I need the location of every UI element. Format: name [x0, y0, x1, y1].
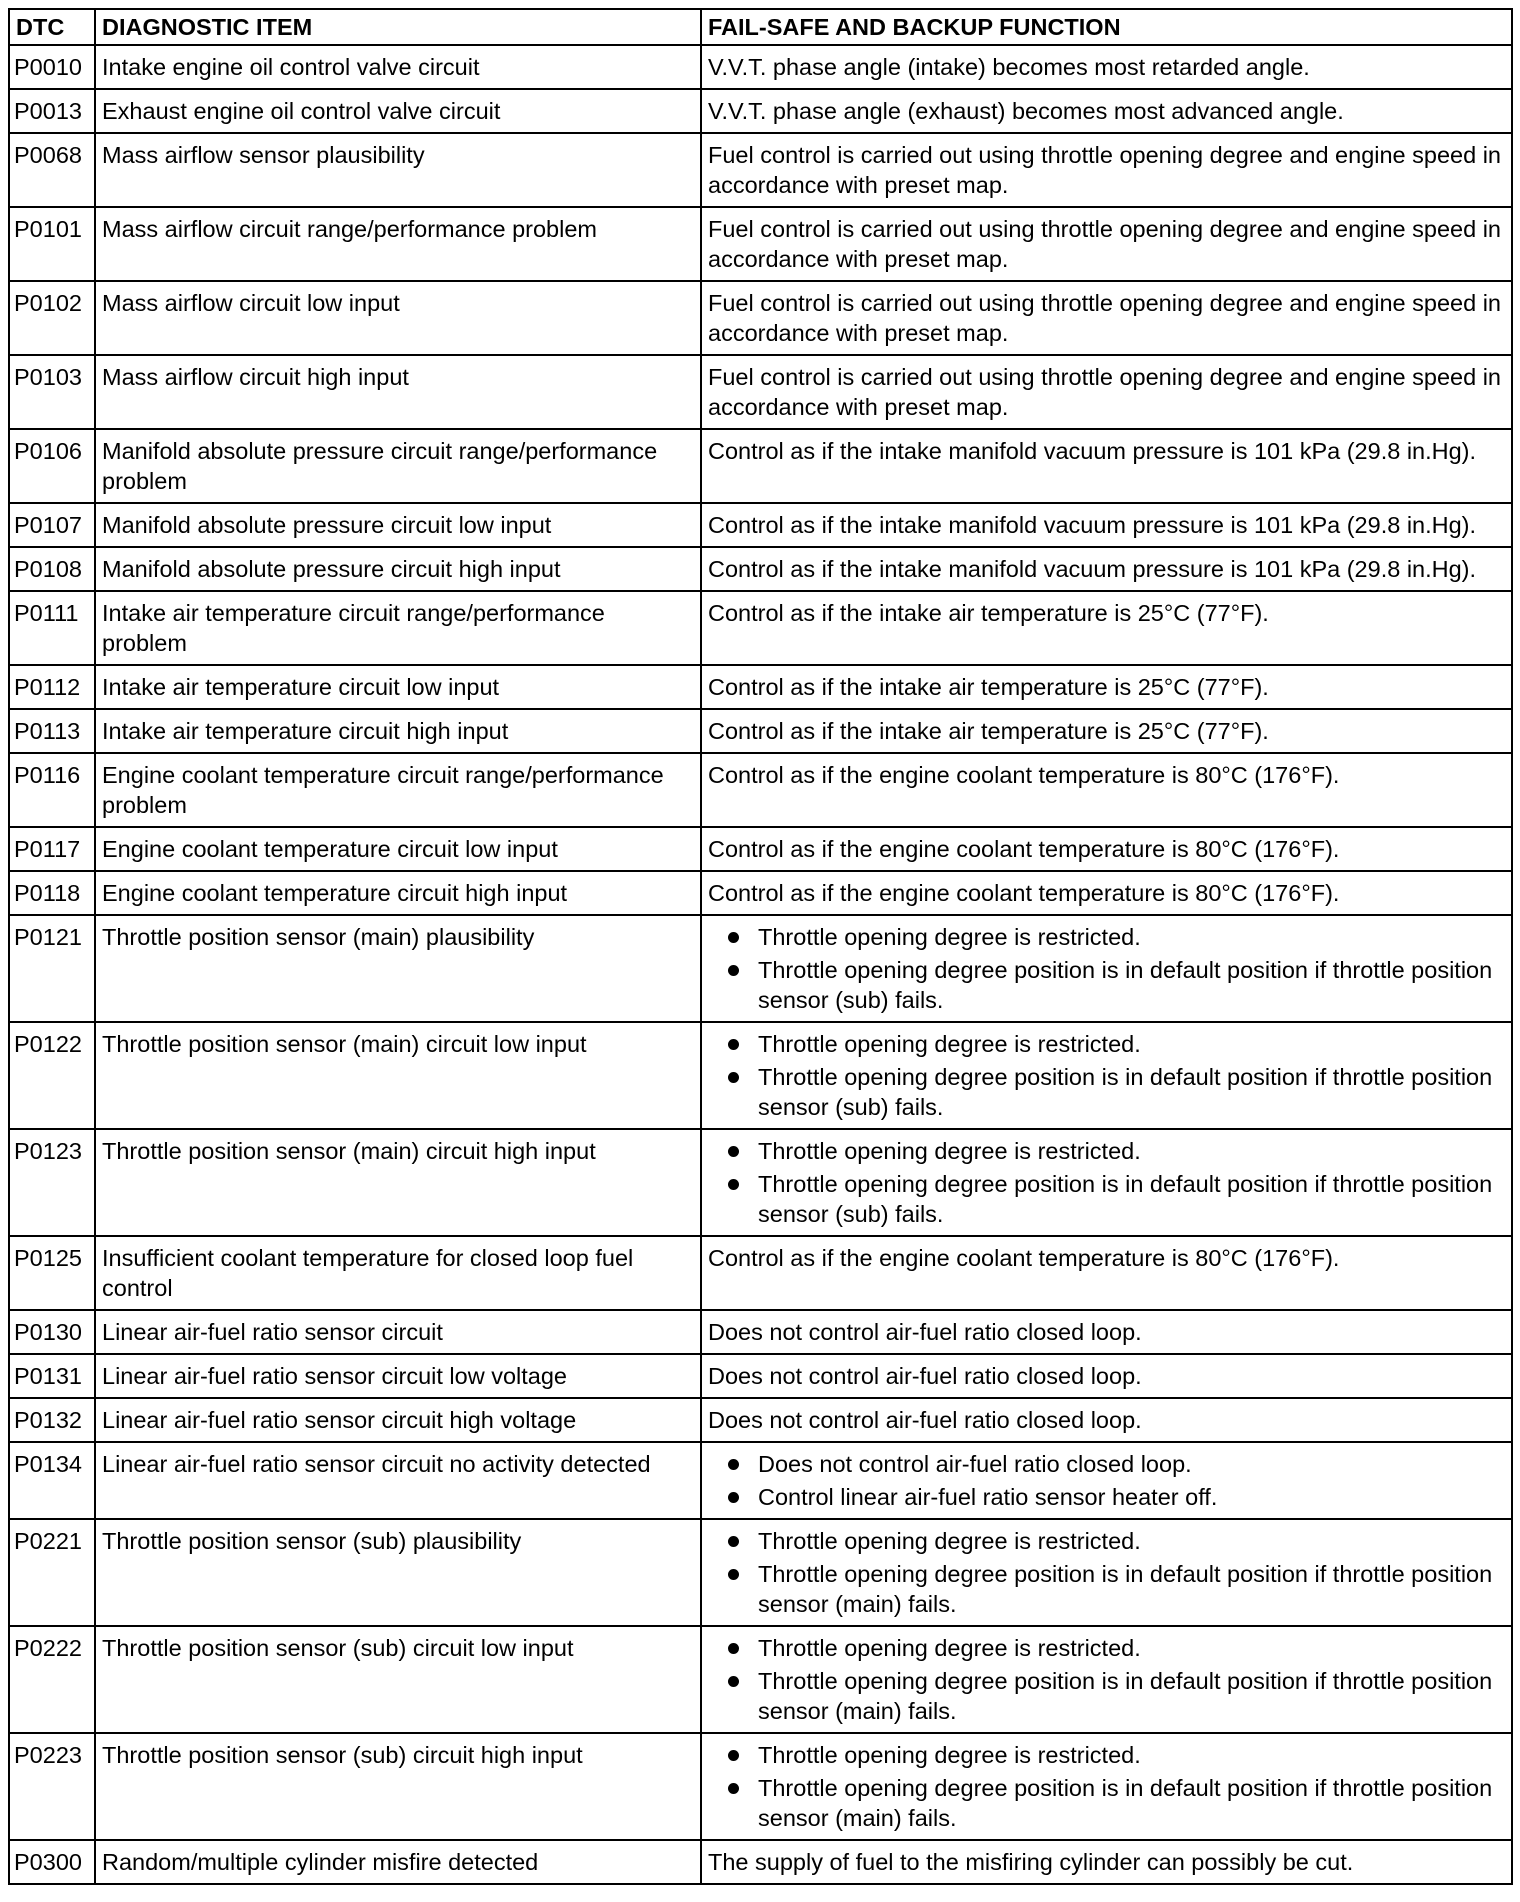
- table-row: [9, 45, 1512, 89]
- fail-safe-function: [701, 1733, 1512, 1840]
- diagnostic-item: Linear air-fuel ratio sensor circuit: [95, 1310, 701, 1354]
- table-row: [9, 1022, 1512, 1129]
- diagnostic-item: Intake air temperature circuit high input: [95, 709, 701, 753]
- diagnostic-item: Intake engine oil control valve circuit: [95, 45, 701, 89]
- diagnostic-item: Random/multiple cylinder misfire detected: [95, 1840, 701, 1884]
- diagnostic-item: Engine coolant temperature circuit low input: [95, 827, 701, 871]
- dtc-code: P0134: [9, 1442, 95, 1519]
- fail-safe-bullet-list: [708, 922, 1505, 1015]
- dtc-code: P0113: [9, 709, 95, 753]
- fail-safe-function: V.V.T. phase angle (exhaust) becomes most advanced angle.: [701, 89, 1512, 133]
- table-row: [9, 133, 1512, 207]
- diagnostic-item: Throttle position sensor (sub) circuit high input: [95, 1733, 701, 1840]
- fail-safe-bullet-item: [708, 1633, 1505, 1663]
- fail-safe-function: [701, 1519, 1512, 1626]
- table-row: [9, 1733, 1512, 1840]
- table-row: [9, 665, 1512, 709]
- table-row: [9, 1310, 1512, 1354]
- dtc-code: P0013: [9, 89, 95, 133]
- fail-safe-bullet-item: [708, 1559, 1505, 1619]
- table-row: [9, 503, 1512, 547]
- diagnostic-item: Mass airflow circuit low input: [95, 281, 701, 355]
- table-row: [9, 871, 1512, 915]
- bullet-text: Throttle opening degree is restricted.: [758, 1138, 1141, 1164]
- bullet-text: Throttle opening degree is restricted.: [758, 1635, 1141, 1661]
- dtc-code: P0111: [9, 591, 95, 665]
- diagnostic-item: Manifold absolute pressure circuit range/performance problem: [95, 429, 701, 503]
- fail-safe-function: Control as if the engine coolant temperature is 80°C (176°F).: [701, 1236, 1512, 1310]
- bullet-dot-icon: [728, 1146, 739, 1157]
- dtc-code: P0112: [9, 665, 95, 709]
- fail-safe-function: Control as if the intake air temperature is 25°C (77°F).: [701, 709, 1512, 753]
- fail-safe-bullet-list: [708, 1029, 1505, 1122]
- bullet-text: Throttle opening degree position is in default position if throttle position sensor (main) fails.: [758, 1668, 1493, 1724]
- bullet-text: Control linear air-fuel ratio sensor heater off.: [758, 1484, 1218, 1510]
- diagnostic-item: Manifold absolute pressure circuit high input: [95, 547, 701, 591]
- bullet-dot-icon: [728, 1179, 739, 1190]
- fail-safe-function: Fuel control is carried out using throttle opening degree and engine speed in accordance with preset map.: [701, 133, 1512, 207]
- fail-safe-bullet-item: [708, 1666, 1505, 1726]
- table-row: [9, 709, 1512, 753]
- header-fail-safe-function: FAIL-SAFE AND BACKUP FUNCTION: [701, 9, 1512, 45]
- fail-safe-bullet-item: [708, 1029, 1505, 1059]
- fail-safe-bullet-list: [708, 1449, 1505, 1512]
- diagnostic-item: Intake air temperature circuit low input: [95, 665, 701, 709]
- dtc-code: P0121: [9, 915, 95, 1022]
- dtc-code: P0222: [9, 1626, 95, 1733]
- fail-safe-bullet-item: [708, 1526, 1505, 1556]
- fail-safe-function: Control as if the engine coolant temperature is 80°C (176°F).: [701, 753, 1512, 827]
- table-row: [9, 1398, 1512, 1442]
- fail-safe-bullet-list: [708, 1740, 1505, 1833]
- fail-safe-bullet-item: [708, 1169, 1505, 1229]
- fail-safe-function: Control as if the intake manifold vacuum pressure is 101 kPa (29.8 in.Hg).: [701, 503, 1512, 547]
- dtc-code: P0068: [9, 133, 95, 207]
- dtc-code: P0132: [9, 1398, 95, 1442]
- fail-safe-function: V.V.T. phase angle (intake) becomes most retarded angle.: [701, 45, 1512, 89]
- table-row: [9, 1236, 1512, 1310]
- table-row: [9, 1129, 1512, 1236]
- table-row: [9, 429, 1512, 503]
- table-row: [9, 827, 1512, 871]
- diagnostic-item: Throttle position sensor (sub) plausibility: [95, 1519, 701, 1626]
- bullet-text: Throttle opening degree position is in default position if throttle position sensor (main) fails.: [758, 1561, 1493, 1617]
- fail-safe-bullet-item: [708, 1482, 1505, 1512]
- diagnostic-item: Insufficient coolant temperature for closed loop fuel control: [95, 1236, 701, 1310]
- fail-safe-bullet-list: [708, 1136, 1505, 1229]
- fail-safe-function: Control as if the intake air temperature is 25°C (77°F).: [701, 591, 1512, 665]
- table-row: [9, 1626, 1512, 1733]
- table-row: [9, 89, 1512, 133]
- bullet-text: Throttle opening degree is restricted.: [758, 1742, 1141, 1768]
- dtc-code: P0117: [9, 827, 95, 871]
- header-diagnostic-item: DIAGNOSTIC ITEM: [95, 9, 701, 45]
- fail-safe-bullet-item: [708, 1449, 1505, 1479]
- fail-safe-function: [701, 1022, 1512, 1129]
- fail-safe-function: Fuel control is carried out using throttle opening degree and engine speed in accordance with preset map.: [701, 281, 1512, 355]
- fail-safe-function: Control as if the engine coolant temperature is 80°C (176°F).: [701, 871, 1512, 915]
- bullet-dot-icon: [728, 1492, 739, 1503]
- table-row: [9, 753, 1512, 827]
- fail-safe-bullet-list: [708, 1526, 1505, 1619]
- diagnostic-item: Throttle position sensor (main) plausibility: [95, 915, 701, 1022]
- fail-safe-function: Does not control air-fuel ratio closed loop.: [701, 1354, 1512, 1398]
- fail-safe-function: The supply of fuel to the misfiring cylinder can possibly be cut.: [701, 1840, 1512, 1884]
- table-row: [9, 547, 1512, 591]
- table-row: [9, 207, 1512, 281]
- diagnostic-item: Exhaust engine oil control valve circuit: [95, 89, 701, 133]
- fail-safe-function: Control as if the intake manifold vacuum pressure is 101 kPa (29.8 in.Hg).: [701, 547, 1512, 591]
- dtc-code: P0300: [9, 1840, 95, 1884]
- bullet-text: Throttle opening degree is restricted.: [758, 924, 1141, 950]
- diagnostic-item: Manifold absolute pressure circuit low input: [95, 503, 701, 547]
- diagnostic-item: Linear air-fuel ratio sensor circuit no activity detected: [95, 1442, 701, 1519]
- fail-safe-bullet-item: [708, 922, 1505, 952]
- bullet-dot-icon: [728, 1569, 739, 1580]
- fail-safe-bullet-item: [708, 955, 1505, 1015]
- diagnostic-item: Throttle position sensor (main) circuit low input: [95, 1022, 701, 1129]
- table-row: [9, 1840, 1512, 1884]
- header-dtc: DTC: [9, 9, 95, 45]
- bullet-dot-icon: [728, 965, 739, 976]
- fail-safe-function: Fuel control is carried out using throttle opening degree and engine speed in accordance with preset map.: [701, 355, 1512, 429]
- dtc-code: P0116: [9, 753, 95, 827]
- dtc-code: P0223: [9, 1733, 95, 1840]
- header-row: [9, 9, 1512, 45]
- table-header: [9, 9, 1512, 45]
- dtc-code: P0108: [9, 547, 95, 591]
- bullet-dot-icon: [728, 1676, 739, 1687]
- bullet-dot-icon: [728, 932, 739, 943]
- bullet-text: Does not control air-fuel ratio closed loop.: [758, 1451, 1192, 1477]
- dtc-code: P0106: [9, 429, 95, 503]
- fail-safe-function: [701, 1626, 1512, 1733]
- fail-safe-bullet-list: [708, 1633, 1505, 1726]
- bullet-text: Throttle opening degree position is in default position if throttle position sensor (main) fails.: [758, 1775, 1493, 1831]
- bullet-text: Throttle opening degree position is in default position if throttle position sensor (sub) fails.: [758, 1171, 1493, 1227]
- diagnostic-item: Throttle position sensor (main) circuit high input: [95, 1129, 701, 1236]
- fail-safe-bullet-item: [708, 1062, 1505, 1122]
- dtc-code: P0103: [9, 355, 95, 429]
- fail-safe-function: [701, 915, 1512, 1022]
- dtc-code: P0125: [9, 1236, 95, 1310]
- fail-safe-bullet-item: [708, 1773, 1505, 1833]
- fail-safe-function: [701, 1129, 1512, 1236]
- table-row: [9, 1354, 1512, 1398]
- dtc-code: P0107: [9, 503, 95, 547]
- diagnostic-item: Linear air-fuel ratio sensor circuit high voltage: [95, 1398, 701, 1442]
- fail-safe-bullet-item: [708, 1740, 1505, 1770]
- dtc-code: P0102: [9, 281, 95, 355]
- diagnostic-item: Throttle position sensor (sub) circuit low input: [95, 1626, 701, 1733]
- bullet-text: Throttle opening degree position is in default position if throttle position sensor (sub) fails.: [758, 957, 1493, 1013]
- table-body: [9, 45, 1512, 1884]
- table-row: [9, 591, 1512, 665]
- fail-safe-function: Fuel control is carried out using throttle opening degree and engine speed in accordance with preset map.: [701, 207, 1512, 281]
- diagnostic-item: Linear air-fuel ratio sensor circuit low voltage: [95, 1354, 701, 1398]
- table-row: [9, 1519, 1512, 1626]
- bullet-dot-icon: [728, 1536, 739, 1547]
- fail-safe-bullet-item: [708, 1136, 1505, 1166]
- fail-safe-function: Control as if the intake air temperature is 25°C (77°F).: [701, 665, 1512, 709]
- diagnostic-item: Intake air temperature circuit range/performance problem: [95, 591, 701, 665]
- diagnostic-item: Mass airflow sensor plausibility: [95, 133, 701, 207]
- dtc-code: P0123: [9, 1129, 95, 1236]
- bullet-dot-icon: [728, 1643, 739, 1654]
- dtc-code: P0010: [9, 45, 95, 89]
- bullet-text: Throttle opening degree is restricted.: [758, 1528, 1141, 1554]
- dtc-code: P0101: [9, 207, 95, 281]
- diagnostic-item: Mass airflow circuit range/performance problem: [95, 207, 701, 281]
- fail-safe-function: Does not control air-fuel ratio closed loop.: [701, 1398, 1512, 1442]
- bullet-text: Throttle opening degree is restricted.: [758, 1031, 1141, 1057]
- dtc-code: P0130: [9, 1310, 95, 1354]
- bullet-dot-icon: [728, 1459, 739, 1470]
- diagnostic-item: Engine coolant temperature circuit range/performance problem: [95, 753, 701, 827]
- table-row: [9, 355, 1512, 429]
- fail-safe-function: [701, 1442, 1512, 1519]
- dtc-code: P0118: [9, 871, 95, 915]
- table-row: [9, 281, 1512, 355]
- table-row: [9, 1442, 1512, 1519]
- fail-safe-function: Control as if the engine coolant temperature is 80°C (176°F).: [701, 827, 1512, 871]
- bullet-dot-icon: [728, 1072, 739, 1083]
- fail-safe-function: Control as if the intake manifold vacuum pressure is 101 kPa (29.8 in.Hg).: [701, 429, 1512, 503]
- dtc-fail-safe-table: [8, 8, 1513, 1885]
- fail-safe-function: Does not control air-fuel ratio closed loop.: [701, 1310, 1512, 1354]
- bullet-dot-icon: [728, 1783, 739, 1794]
- bullet-dot-icon: [728, 1039, 739, 1050]
- dtc-code: P0221: [9, 1519, 95, 1626]
- table-row: [9, 915, 1512, 1022]
- diagnostic-item: Mass airflow circuit high input: [95, 355, 701, 429]
- diagnostic-item: Engine coolant temperature circuit high input: [95, 871, 701, 915]
- dtc-code: P0122: [9, 1022, 95, 1129]
- dtc-code: P0131: [9, 1354, 95, 1398]
- bullet-text: Throttle opening degree position is in default position if throttle position sensor (sub) fails.: [758, 1064, 1493, 1120]
- bullet-dot-icon: [728, 1750, 739, 1761]
